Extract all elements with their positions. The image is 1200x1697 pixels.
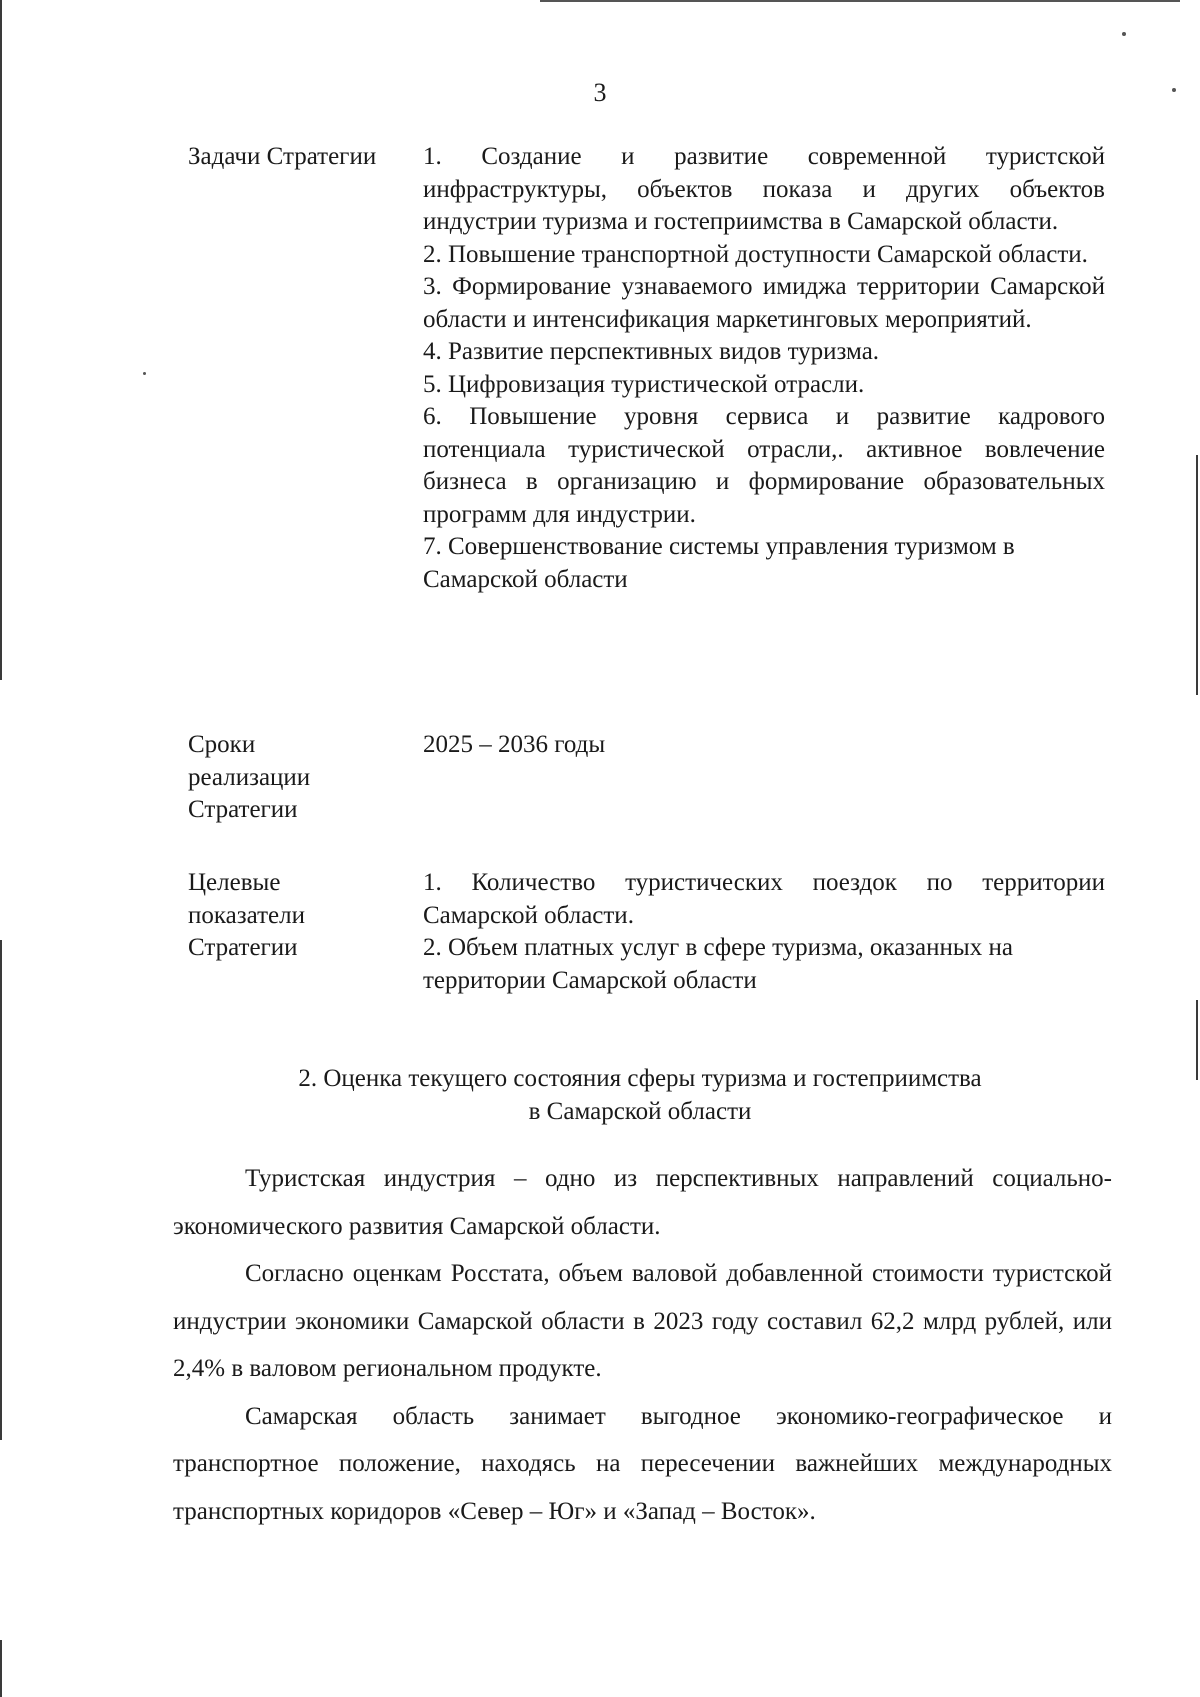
row-label-tasks: Задачи Стратегии (188, 143, 377, 170)
task-item: 1. Создание и развитие современной туристской инфраструктуры, объектов показа и других объектов индустрии туризма и гостеприимства в Самарской области. (423, 143, 1105, 235)
scan-speck (143, 372, 146, 375)
tasks-list (423, 141, 1105, 596)
section-heading (200, 1063, 1080, 1128)
target-item: 2. Объем платных услуг в сфере туризма, оказанных на территории Самарской области (423, 934, 1013, 994)
body-paragraph: Туристская индустрия – одно из перспективных направлений социально-экономического развития Самарской области. (173, 1165, 1112, 1240)
scan-speck (1172, 88, 1176, 92)
targets-list (423, 867, 1105, 997)
task-item: 5. Цифровизация туристической отрасли. (423, 370, 865, 398)
scan-left-edge (0, 0, 2, 680)
section-heading-line: в Самарской области (528, 1097, 752, 1125)
scan-left-edge (0, 940, 2, 1440)
row-label-line: Целевые (188, 869, 281, 896)
row-label-line: Стратегии (188, 934, 298, 961)
task-item: 3. Формирование узнаваемого имиджа территории Самарской области и интенсификация маркетинговых мероприятий. (423, 273, 1105, 333)
task-item: 7. Совершенствование системы управления туризмом в Самарской области (423, 533, 1015, 593)
timeline-value: 2025 – 2036 годы (423, 731, 606, 758)
section-heading-line: 2. Оценка текущего состояния сферы туризма и гостеприимства (298, 1065, 982, 1092)
task-item: 2. Повышение транспортной доступности Самарской области. (423, 240, 1088, 268)
body-paragraph: Самарская область занимает выгодное экономико-географическое и транспортное положение, находясь на пересечении важнейших международных транспортных коридоров «Север – Юг» и «Запад – Восток». (173, 1402, 1112, 1525)
row-label-timeline (188, 729, 423, 827)
passport-row-timeline (188, 729, 1108, 827)
row-label-line: Стратегии (188, 796, 298, 823)
passport-row-targets (188, 867, 1108, 997)
scan-right-edge (1196, 1000, 1198, 1080)
row-label-line: реализации (188, 763, 311, 791)
scan-top-edge (540, 0, 1180, 2)
scan-left-edge (0, 1640, 2, 1697)
body-text (173, 1155, 1112, 1535)
task-item: 4. Развитие перспективных видов туризма. (423, 338, 880, 365)
task-item: 6. Повышение уровня сервиса и развитие кадрового потенциала туристической отрасли,. активное вовлечение бизнеса в организацию и формирование образовательных программ для индустрии. (423, 403, 1105, 528)
row-label-line: Сроки (188, 731, 256, 758)
row-label-line: показатели (188, 901, 305, 929)
scan-speck (1122, 32, 1126, 36)
passport-row-tasks (188, 141, 1108, 596)
body-paragraph: Согласно оценкам Росстата, объем валовой добавленной стоимости туристской индустрии экономики Самарской области в 2023 году составил 62,2 млрд рублей, или 2,4% в валовом региональном продукте. (173, 1260, 1112, 1382)
target-item: 1. Количество туристических поездок по территории Самарской области. (423, 869, 1105, 929)
page-number: 3 (593, 78, 607, 107)
scan-right-edge (1196, 455, 1198, 695)
row-label-targets (188, 867, 423, 997)
